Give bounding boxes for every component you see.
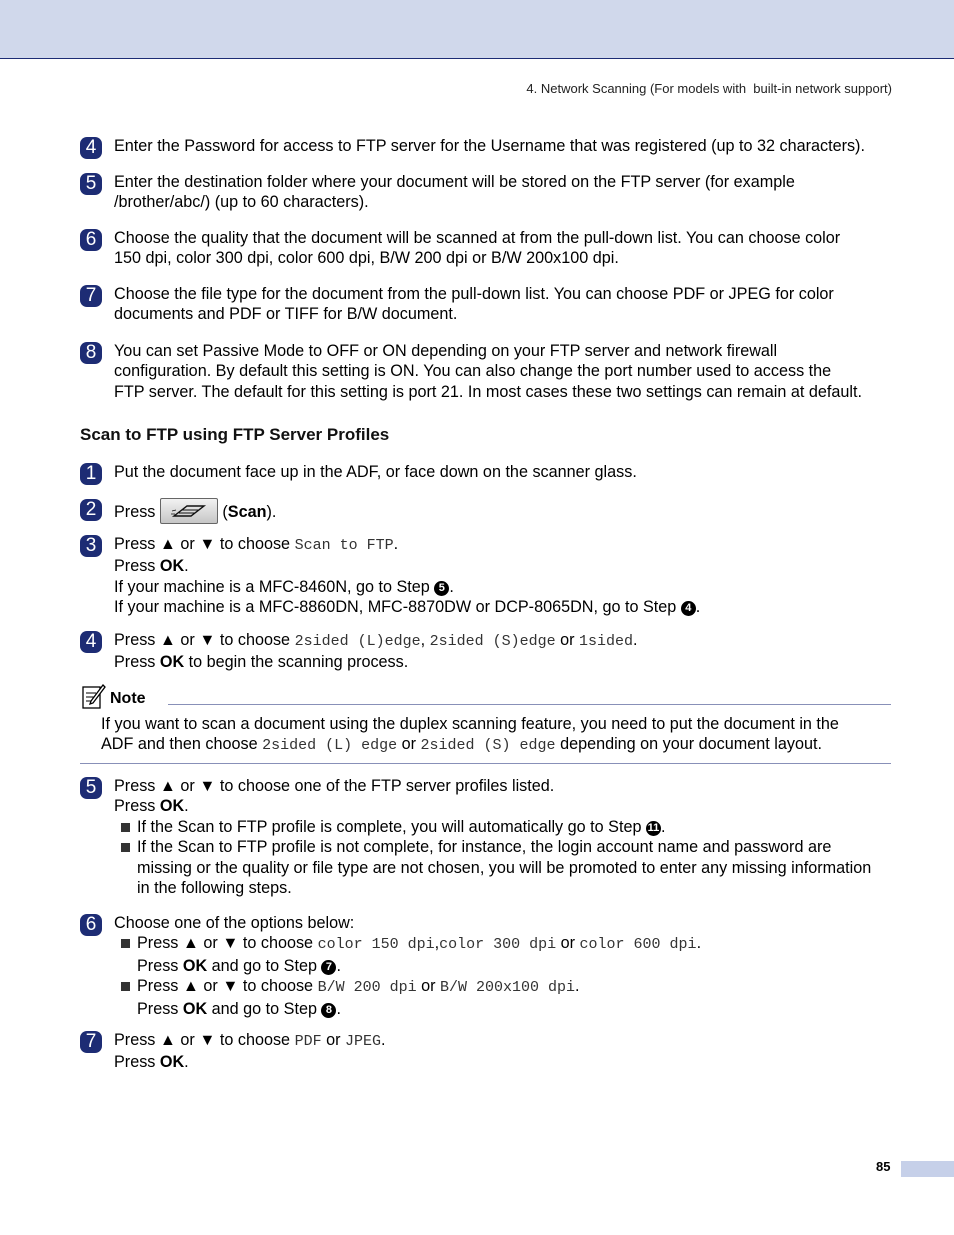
step-text: Press (114, 503, 156, 521)
step-text: Enter the Password for access to FTP server for the Username that was registered (up to 32 characters). (114, 137, 865, 155)
paren-open: ( (222, 503, 228, 521)
bullet-text: If the Scan to FTP profile is not complete, for instance, the login account name and password are (137, 838, 832, 857)
scan-key-label: Scan (227, 503, 267, 521)
bullet-square-icon (121, 982, 130, 991)
step-text: 150 dpi, color 300 dpi, color 600 dpi, B/W 200 dpi or B/W 200x100 dpi. (114, 249, 619, 268)
note-line: or (401, 735, 417, 754)
down-arrow-icon: ▼ (199, 631, 216, 649)
step-choose-profile (80, 776, 890, 898)
ok-key-label: OK (182, 999, 208, 1018)
step-number: 8 (80, 342, 102, 364)
note-pencil-icon (82, 684, 106, 710)
step-text: or (180, 535, 195, 553)
punct: . (696, 934, 702, 953)
lcd-option: color 150 dpi (317, 936, 435, 954)
punct: , (420, 631, 426, 649)
lcd-option: 1sided (579, 633, 634, 650)
bullet-text: or (560, 934, 576, 953)
step-ref: 7 (321, 960, 336, 975)
punct: . (336, 956, 341, 975)
punct: . (633, 631, 638, 649)
down-arrow-icon: ▼ (222, 977, 239, 996)
step-text: configuration. By default this setting is ON. You can also change the port number used to access the (114, 362, 832, 381)
step-number: 5 (80, 777, 102, 799)
step-text: to choose (219, 1031, 291, 1049)
step-enter-password (80, 136, 890, 156)
running-header: 4. Network Scanning (For models with built-in network support) (526, 81, 892, 96)
punct: . (184, 797, 189, 816)
note-rule (168, 704, 891, 705)
step-text: Press (114, 797, 156, 816)
lcd-option: 2sided (S)edge (429, 633, 556, 650)
punct: . (381, 1031, 386, 1049)
step-text: or (180, 631, 195, 649)
step-text: Put the document face up in the ADF, or face down on the scanner glass. (114, 463, 637, 481)
up-arrow-icon: ▲ (159, 631, 176, 649)
bullet-text: in the following steps. (137, 879, 292, 898)
bullet-square-icon (121, 843, 130, 852)
step-number: 5 (80, 173, 102, 195)
bullet-square-icon (121, 939, 130, 948)
step-choose-duplex (80, 630, 890, 673)
step-text: documents and PDF or TIFF for B/W document. (114, 305, 458, 324)
step-ref: 4 (681, 601, 696, 616)
step-ref: 11 (647, 821, 660, 834)
down-arrow-icon: ▼ (222, 934, 239, 953)
lcd-option: color 300 dpi (439, 936, 557, 954)
bullet-square-icon (121, 823, 130, 832)
bullet-text: and go to Step (211, 956, 317, 975)
step-number: 2 (80, 499, 102, 521)
punct: . (184, 1053, 189, 1072)
step-text: Press (114, 1053, 156, 1072)
step-press-scan (80, 498, 890, 524)
up-arrow-icon: ▲ (159, 777, 176, 795)
up-arrow-icon: ▲ (182, 977, 199, 996)
step-text: Press (114, 653, 156, 672)
step-text: If your machine is a MFC-8860DN, MFC-8870DW or DCP-8065DN, go to Step (114, 598, 677, 617)
up-arrow-icon: ▲ (182, 934, 199, 953)
footer-band (901, 1161, 954, 1177)
bullet-text: or (203, 934, 218, 953)
lcd-option: B/W 200 dpi (317, 979, 417, 997)
up-arrow-icon: ▲ (159, 535, 176, 553)
bullet-text: Press (137, 999, 179, 1018)
step-place-document (80, 462, 890, 482)
step-text: Press (114, 631, 156, 649)
step-text: /brother/abc/) (up to 60 characters). (114, 193, 369, 212)
punct: . (336, 999, 341, 1018)
step-text: or (560, 631, 575, 649)
step-number: 4 (80, 631, 102, 653)
step-text: to begin the scanning process. (188, 653, 409, 672)
down-arrow-icon: ▼ (199, 777, 216, 795)
punct: . (660, 817, 666, 836)
lcd-option: 2sided (S) edge (420, 737, 556, 755)
punct: . (695, 598, 701, 617)
step-choose-scan-to-ftp (80, 534, 890, 618)
paren-close: ). (266, 503, 277, 521)
bullet-text: Press (137, 977, 179, 996)
note-label: Note (110, 690, 146, 707)
step-text: Press (114, 557, 156, 576)
step-number: 7 (80, 285, 102, 307)
ok-key-label: OK (159, 557, 185, 576)
step-text: to choose one of the FTP server profiles listed. (219, 777, 555, 795)
up-arrow-icon: ▲ (159, 1031, 176, 1049)
step-choose-format (80, 1030, 890, 1073)
step-choose-quality (80, 228, 890, 269)
step-text: Press (114, 535, 156, 553)
scan-key-icon (160, 498, 218, 524)
step-text: or (326, 1031, 341, 1049)
step-number: 6 (80, 229, 102, 251)
step-choose-file-type (80, 284, 890, 325)
note-rule (80, 763, 891, 764)
bullet-text: Press (137, 934, 179, 953)
down-arrow-icon: ▼ (199, 1031, 216, 1049)
bullet-item (114, 933, 890, 976)
step-ref: 8 (321, 1003, 336, 1018)
note-line: If you want to scan a document using the duplex scanning feature, you need to put the document in the (101, 715, 839, 733)
step-text: Choose one of the options below: (114, 914, 355, 932)
bullet-text: or (203, 977, 218, 996)
down-arrow-icon: ▼ (199, 535, 216, 553)
step-text: Choose the file type for the document from the pull-down list. You can choose PDF or JPEG for color (114, 285, 834, 303)
step-text: Press (114, 777, 156, 795)
ok-key-label: OK (159, 1053, 185, 1072)
step-number: 6 (80, 914, 102, 936)
step-text: FTP server. The default for this setting is port 21. In most cases these two settings can remain at default. (114, 382, 862, 401)
step-text: Press (114, 1031, 156, 1049)
lcd-option: PDF (294, 1033, 322, 1050)
ok-key-label: OK (182, 956, 208, 975)
step-text: Choose the quality that the document will be scanned at from the pull-down list. You can choose color (114, 229, 841, 247)
step-text: If your machine is a MFC-8460N, go to Step (114, 577, 430, 596)
step-text: You can set Passive Mode to OFF or ON depending on your FTP server and network firewall (114, 342, 778, 360)
step-text: Enter the destination folder where your document will be stored on the FTP server (for example (114, 173, 795, 191)
punct: . (393, 535, 399, 553)
bullet-item (114, 837, 890, 898)
step-number: 4 (80, 137, 102, 159)
lcd-option: Scan to FTP (294, 537, 394, 554)
section-title: Scan to FTP using FTP Server Profiles (80, 425, 390, 444)
bullet-text: and go to Step (211, 999, 317, 1018)
bullet-item (114, 817, 890, 837)
step-text: to choose (219, 631, 291, 649)
step-text: to choose (219, 535, 291, 553)
step-destination-folder (80, 172, 890, 213)
bullet-text: to choose (242, 977, 314, 996)
note-line: depending on your document layout. (560, 735, 822, 754)
ok-key-label: OK (159, 653, 185, 672)
lcd-option: color 600 dpi (579, 936, 697, 954)
punct: . (449, 577, 454, 596)
step-number: 7 (80, 1031, 102, 1053)
top-header-band (0, 0, 954, 59)
bullet-text: Press (137, 956, 179, 975)
lcd-option: 2sided (L) edge (262, 737, 398, 755)
step-text: or (180, 777, 195, 795)
bullet-text: or (421, 977, 436, 996)
punct: , (434, 934, 440, 953)
step-number: 1 (80, 463, 102, 485)
note-line: ADF and then choose (101, 735, 258, 754)
lcd-option: 2sided (L)edge (294, 633, 421, 650)
punct: . (575, 977, 580, 996)
bullet-text: missing or the quality or file type are not chosen, you will be promoted to enter any missing information (137, 858, 872, 877)
note-text (101, 714, 901, 757)
step-number: 3 (80, 535, 102, 557)
bullet-text: to choose (242, 934, 314, 953)
punct: . (184, 557, 189, 576)
step-text: or (180, 1031, 195, 1049)
lcd-option: JPEG (344, 1033, 381, 1050)
page-number: 85 (876, 1159, 891, 1174)
step-ref: 5 (434, 581, 449, 596)
ok-key-label: OK (159, 797, 185, 816)
lcd-option: B/W 200x100 dpi (440, 979, 576, 997)
step-choose-options (80, 913, 890, 1019)
bullet-text: If the Scan to FTP profile is complete, you will automatically go to Step (137, 817, 642, 836)
bullet-item (114, 976, 890, 1019)
step-passive-mode (80, 341, 890, 402)
